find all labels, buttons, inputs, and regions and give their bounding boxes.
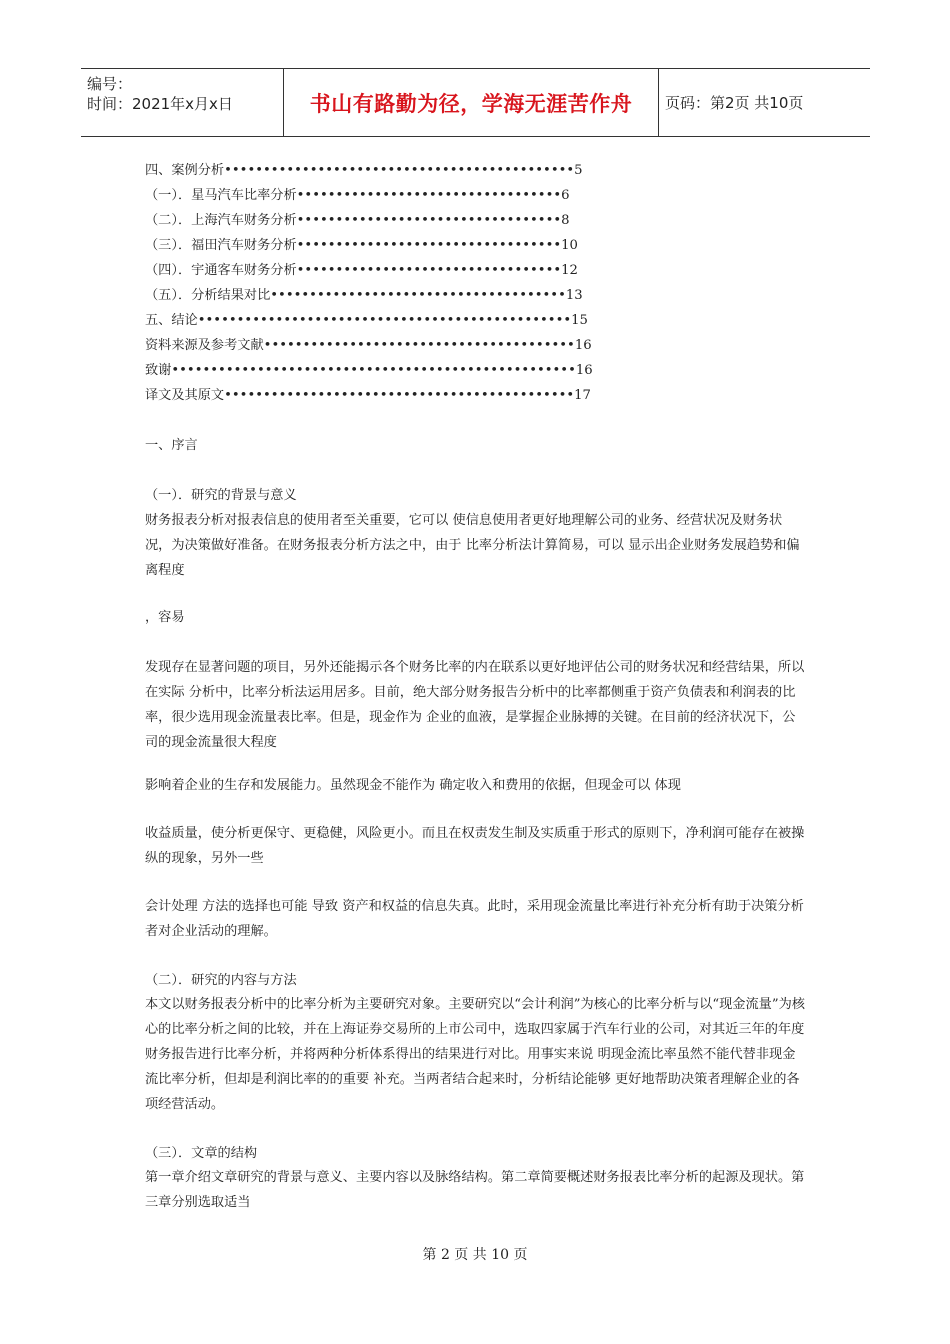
toc-entry: 致谢••••••••••••••••••••••••••••••••••••••••••••••••••••16 — [145, 363, 593, 378]
footer-page-number: 第 2 页 共 10 页 — [422, 1247, 528, 1263]
document-number-label: 编号： — [87, 75, 133, 93]
toc-entry: （一）．星马汽车比率分析••••••••••••••••••••••••••••••••••6 — [145, 188, 570, 203]
paragraph: 第一章介绍文章研究的背景与意义、主要内容以及脉络结构。第二章简要概述财务报表比率分析的起源及现状。第三章分别选取适当 — [145, 1170, 805, 1210]
table-of-contents — [145, 158, 808, 408]
paragraph: 影响着企业的生存和发展能力。虽然现金不能作为 确定收入和费用的依据，但现金可以 体现 — [145, 778, 681, 793]
paragraph: 发现存在显著问题的项目，另外还能揭示各个财务比率的内在联系以更好地评估公司的财务状况和经营结果，所以 在实际 分析中，比率分析法运用居多。目前，绝大部分财务报告分析中的比率都侧重于资产负债表和利润表的比率，很少选用现金流量表比率。但是，现金作为 企业的血液，是掌握企业脉搏的关键。在目前的经济状况下，公司的现金流量很大程度 — [145, 660, 805, 750]
paragraph: 会计处理 方法的选择也可能 导致 资产和权益的信息失真。此时，采用现金流量比率进行补充分析有助于决策分析者对企业活动的理解。 — [145, 899, 804, 939]
header-motto: 书山有路勤为径，学海无涯苦作舟 — [309, 91, 633, 116]
header-motto-cell — [284, 69, 659, 136]
toc-entry: （五）．分析结果对比••••••••••••••••••••••••••••••••••••••13 — [145, 288, 583, 303]
page-footer — [0, 1244, 950, 1264]
subsection-heading-structure: （三）．文章的结构 — [145, 1146, 258, 1161]
paragraph: ，容易 — [145, 610, 185, 625]
toc-entry: （二）．上海汽车财务分析••••••••••••••••••••••••••••••••••8 — [145, 213, 570, 228]
document-date-label: 时间：2021年x月x日 — [87, 95, 233, 113]
subsection-heading-background: （一）．研究的背景与意义 — [145, 488, 297, 503]
toc-entry: （四）．宇通客车财务分析••••••••••••••••••••••••••••••••••12 — [145, 263, 578, 278]
toc-entry: 译文及其原文•••••••••••••••••••••••••••••••••••••••••••••17 — [145, 388, 591, 403]
page-header — [81, 68, 870, 137]
header-page-cell — [659, 69, 870, 136]
toc-entry: （三）．福田汽车财务分析••••••••••••••••••••••••••••••••••10 — [145, 238, 578, 253]
section-heading-preface: 一、序言 — [145, 438, 198, 453]
paragraph: 财务报表分析对报表信息的使用者至关重要，它可以 使信息使用者更好地理解公司的业务、经营状况及财务状况，为决策做好准备。在财务报表分析方法之中，由于 比率分析法计算简易，可以 显示出企业财务发展趋势和偏离程度 — [145, 513, 800, 578]
toc-entry: 四、案例分析•••••••••••••••••••••••••••••••••••••••••••••5 — [145, 163, 583, 178]
subsection-heading-content: （二）．研究的内容与方法 — [145, 973, 297, 988]
header-page-info: 页码：第2页 共10页 — [665, 94, 804, 112]
header-left-cell — [81, 69, 284, 136]
toc-entry: 资料来源及参考文献••••••••••••••••••••••••••••••••••••••••16 — [145, 338, 592, 353]
paragraph: 收益质量，使分析更保守、更稳健，风险更小。而且在权责发生制及实质重于形式的原则下，净利润可能存在被操纵的现象，另外一些 — [145, 826, 805, 866]
paragraph: 本文以财务报表分析中的比率分析为主要研究对象。主要研究以“会计利润”为核心的比率分析与以“现金流量”为核心的比率分析之间的比较，并在上海证券交易所的上市公司中，选取四家属于汽车行业的公司，对其近三年的年度财务报告进行比率分析，并将两种分析体系得出的结果进行对比。用事实来说 明现金流比率虽然不能代替非现金流比率分析，但却是利润比率的的重要 补充。当两者结合起来时，分析结论能够 更好地帮助决策者理解企业的各项经营活动。 — [145, 997, 805, 1112]
toc-entry: 五、结论••••••••••••••••••••••••••••••••••••••••••••••••15 — [145, 313, 588, 328]
